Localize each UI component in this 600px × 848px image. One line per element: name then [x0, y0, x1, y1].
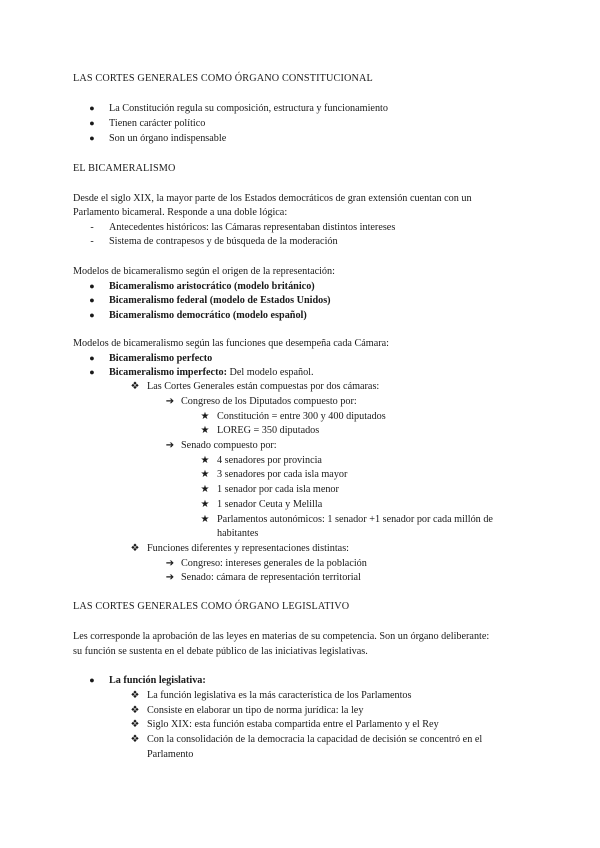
list-item: Funciones diferentes y representaciones distintas:: [147, 543, 349, 554]
bullet-icon: ●: [89, 118, 95, 128]
bullet-icon: ●: [89, 310, 95, 320]
bullet-icon: ●: [89, 133, 95, 143]
list-item: Constitución = entre 300 y 400 diputados: [217, 411, 386, 422]
paragraph-line: su función se sustenta en el debate público de las iniciativas legislativas.: [73, 646, 368, 657]
list-item: Antecedentes históricos: las Cámaras representaban distintos intereses: [109, 222, 396, 233]
dash-marker: -: [90, 222, 94, 233]
diamond-icon: ❖: [130, 705, 140, 716]
list-item: La función legislativa es la más característica de los Parlamentos: [147, 690, 412, 701]
list-item: Congreso: intereses generales de la población: [181, 558, 367, 569]
dash-marker: -: [90, 236, 94, 247]
list-item: Bicameralismo federal (modelo de Estados Unidos): [109, 295, 331, 306]
star-icon: ★: [200, 469, 210, 480]
list-item: La función legislativa:: [109, 675, 206, 686]
arrow-icon: ➔: [165, 558, 175, 569]
list-item-continuation: Parlamento: [147, 749, 194, 760]
list-item: [109, 366, 314, 379]
bullet-icon: ●: [89, 281, 95, 291]
diamond-icon: ❖: [130, 381, 140, 392]
list-item: LOREG = 350 diputados: [217, 425, 320, 436]
star-icon: ★: [200, 425, 210, 436]
star-icon: ★: [200, 499, 210, 510]
diamond-icon: ❖: [130, 734, 140, 745]
paragraph-line: Parlamento bicameral. Responde a una doble lógica:: [73, 207, 288, 218]
paragraph-line: Modelos de bicameralismo según el origen de la representación:: [73, 266, 335, 277]
list-item: Senado: cámara de representación territorial: [181, 572, 361, 583]
list-item: Son un órgano indispensable: [109, 133, 227, 144]
list-item-continuation: habitantes: [217, 528, 259, 539]
list-item: Consiste en elaborar un tipo de norma jurídica: la ley: [147, 705, 364, 716]
list-item-bold: Bicameralismo imperfecto:: [109, 367, 227, 378]
section-heading: LAS CORTES GENERALES COMO ÓRGANO CONSTITUCIONAL: [73, 73, 373, 84]
list-item: 4 senadores por provincia: [217, 455, 322, 466]
star-icon: ★: [200, 514, 210, 525]
diamond-icon: ❖: [130, 719, 140, 730]
list-item: Sistema de contrapesos y de búsqueda de la moderación: [109, 236, 338, 247]
list-item-rest: Del modelo español.: [226, 367, 314, 378]
list-item: 1 senador por cada isla menor: [217, 484, 339, 495]
list-item: Las Cortes Generales están compuestas por dos cámaras:: [147, 381, 380, 392]
star-icon: ★: [200, 411, 210, 422]
paragraph-line: Desde el siglo XIX, la mayor parte de los Estados democráticos de gran extensión cuentan con un: [73, 193, 472, 204]
bullet-icon: ●: [89, 103, 95, 113]
list-item: Senado compuesto por:: [181, 440, 277, 451]
list-item: Siglo XIX: esta función estaba compartida entre el Parlamento y el Rey: [147, 719, 439, 730]
star-icon: ★: [200, 484, 210, 495]
paragraph-line: Les corresponde la aprobación de las leyes en materias de su competencia. Son un órgano deliberante:: [73, 631, 490, 642]
list-item: Tienen carácter político: [109, 118, 206, 129]
bullet-icon: ●: [89, 353, 95, 363]
diamond-icon: ❖: [130, 690, 140, 701]
bullet-icon: ●: [89, 675, 95, 685]
list-item: Bicameralismo aristocrático (modelo británico): [109, 281, 315, 292]
arrow-icon: ➔: [165, 440, 175, 451]
list-item: Congreso de los Diputados compuesto por:: [181, 396, 357, 407]
star-icon: ★: [200, 455, 210, 466]
list-item: 3 senadores por cada isla mayor: [217, 469, 348, 480]
arrow-icon: ➔: [165, 572, 175, 583]
arrow-icon: ➔: [165, 396, 175, 407]
section-heading: EL BICAMERALISMO: [73, 163, 176, 174]
list-item: Con la consolidación de la democracia la capacidad de decisión se concentró en el: [147, 734, 483, 745]
list-item: 1 senador Ceuta y Melilla: [217, 499, 323, 510]
section-heading: LAS CORTES GENERALES COMO ÓRGANO LEGISLATIVO: [73, 601, 350, 612]
list-item: Bicameralismo perfecto: [109, 353, 213, 364]
list-item: Parlamentos autonómicos: 1 senador +1 senador por cada millón de: [217, 514, 493, 525]
list-item: La Constitución regula su composición, estructura y funcionamiento: [109, 103, 388, 114]
bullet-icon: ●: [89, 295, 95, 305]
paragraph-line: Modelos de bicameralismo según las funciones que desempeña cada Cámara:: [73, 338, 389, 349]
diamond-icon: ❖: [130, 543, 140, 554]
bullet-icon: ●: [89, 367, 95, 377]
list-item: Bicameralismo democrático (modelo español): [109, 310, 307, 321]
